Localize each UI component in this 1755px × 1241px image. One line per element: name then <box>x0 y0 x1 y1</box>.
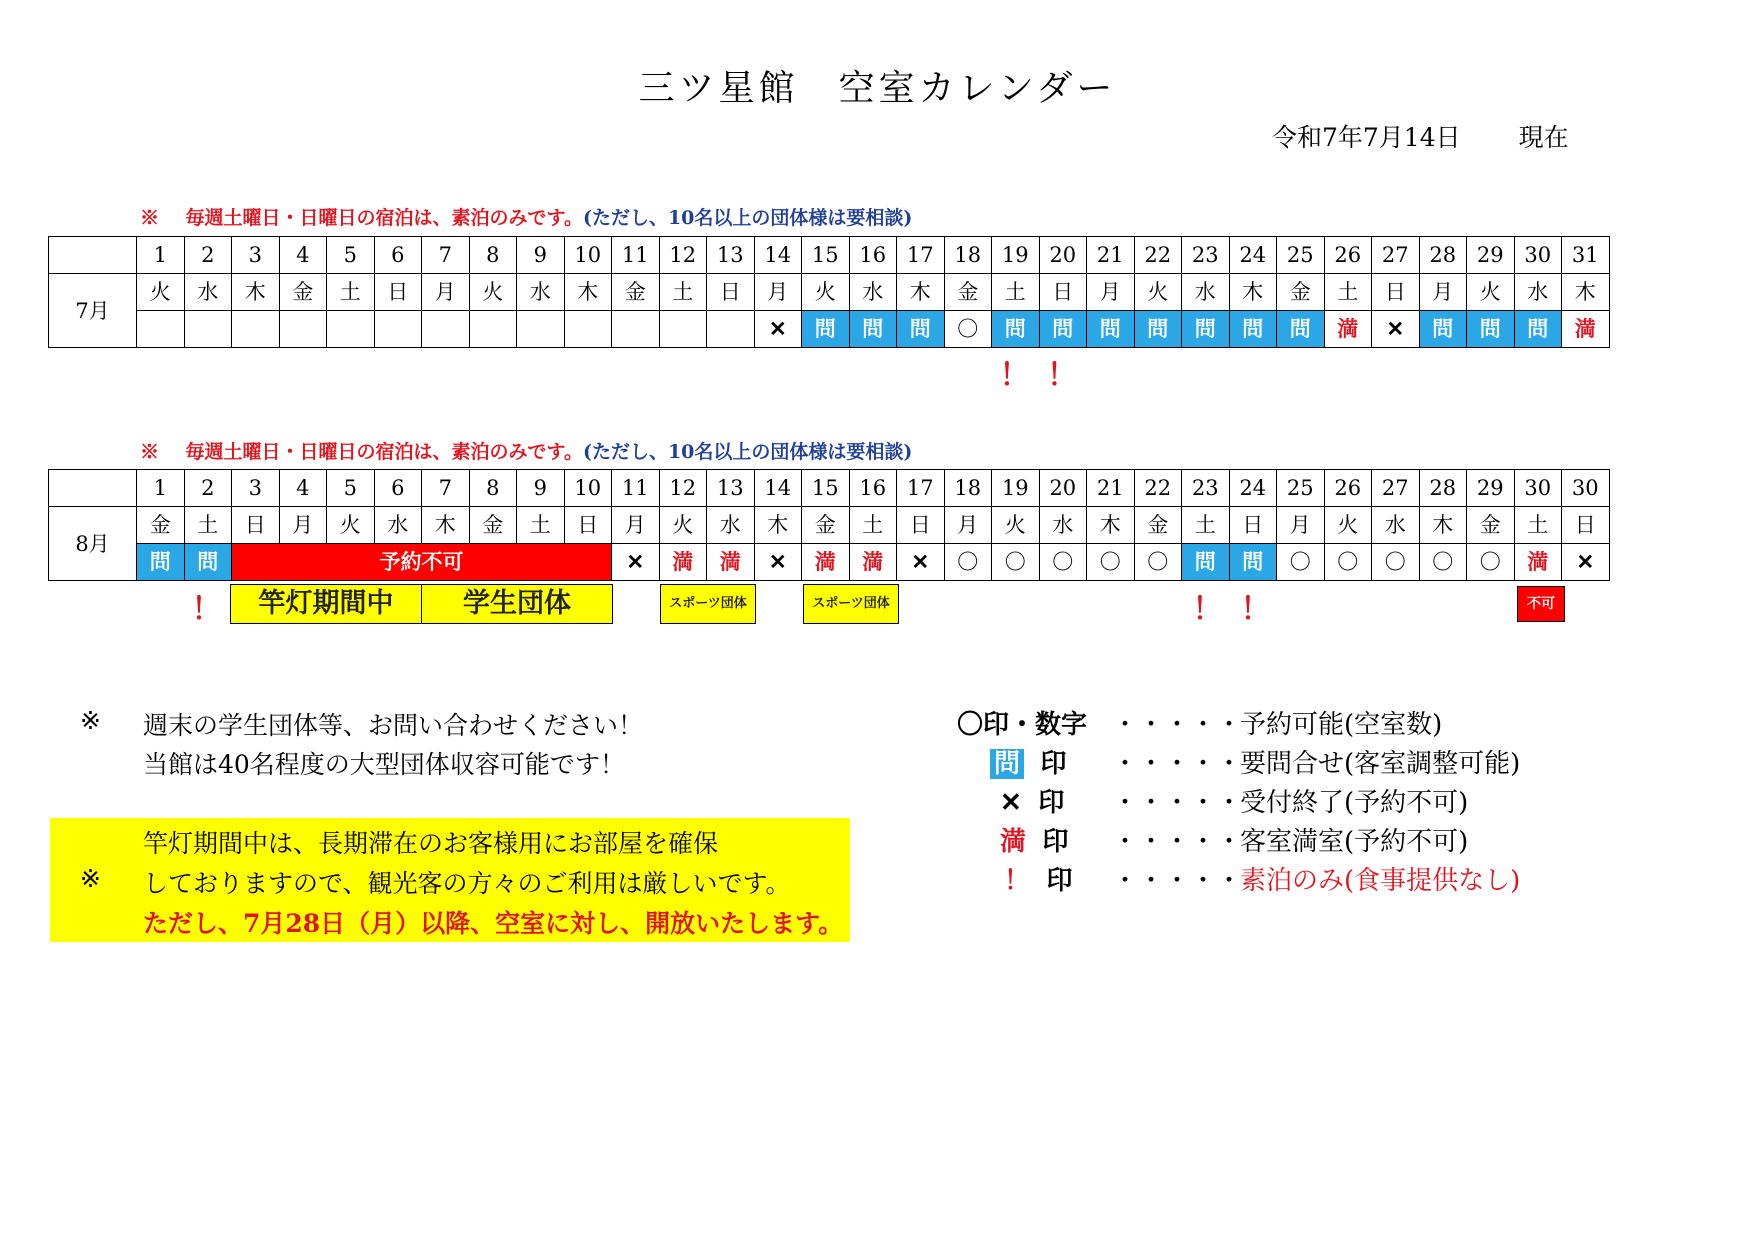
legend-dots: ・・・・・ <box>1112 866 1243 896</box>
day-cell: 27 <box>1372 470 1420 507</box>
status-cell: ✕ <box>612 544 660 581</box>
day-cell: 20 <box>1039 237 1087 274</box>
alert-july-19: ！ <box>999 358 1030 393</box>
legend-full <box>1000 821 1069 858</box>
weekday-cell: 金 <box>279 274 327 311</box>
weekday-cell: 水 <box>374 507 422 544</box>
legend-dots: ・・・・・ <box>1112 710 1243 740</box>
status-cell: 問 <box>1229 544 1277 581</box>
day-cell: 6 <box>374 470 422 507</box>
weekday-cell: 木 <box>1562 274 1610 311</box>
day-cell: 4 <box>279 237 327 274</box>
weekday-cell: 日 <box>374 274 422 311</box>
day-cell: 31 <box>1562 237 1610 274</box>
weekday-cell: 火 <box>1324 507 1372 544</box>
weekday-cell: 月 <box>1087 274 1135 311</box>
weekday-cell: 金 <box>137 507 185 544</box>
weekday-cell: 土 <box>184 507 232 544</box>
weekday-cell: 水 <box>517 274 565 311</box>
weekday-cell: 金 <box>1277 274 1325 311</box>
status-cell: 問 <box>1277 311 1325 348</box>
status-cell: ✕ <box>1562 544 1610 581</box>
weekday-cell: 日 <box>564 507 612 544</box>
weekday-cell: 木 <box>1419 507 1467 544</box>
weekday-cell: 火 <box>659 507 707 544</box>
day-cell: 19 <box>992 237 1040 274</box>
weekday-cell: 木 <box>1087 507 1135 544</box>
weekday-cell: 金 <box>469 507 517 544</box>
day-cell: 29 <box>1467 237 1515 274</box>
status-cell: 〇 <box>992 544 1040 581</box>
legend-suffix: 印 <box>1038 788 1065 818</box>
status-cell <box>327 311 375 348</box>
status-cell <box>517 311 565 348</box>
weekday-cell: 木 <box>564 274 612 311</box>
day-cell: 25 <box>1277 237 1325 274</box>
status-cell <box>374 311 422 348</box>
alert-july-20: ！ <box>1047 358 1077 393</box>
day-cell: 3 <box>232 470 280 507</box>
status-cell <box>279 311 327 348</box>
weekday-cell: 土 <box>849 507 897 544</box>
day-cell: 30 <box>1562 470 1610 507</box>
corner-cell <box>49 237 137 274</box>
weekday-cell: 木 <box>1229 274 1277 311</box>
weekday-cell: 水 <box>184 274 232 311</box>
weekday-cell: 日 <box>232 507 280 544</box>
status-cell: 満 <box>1324 311 1372 348</box>
day-cell: 7 <box>422 470 470 507</box>
legend-suffix: 印 <box>1042 827 1069 857</box>
status-cell: 問 <box>849 311 897 348</box>
day-cell: 9 <box>517 237 565 274</box>
label-sports-group-1: スポーツ団体 <box>660 584 756 624</box>
day-cell: 5 <box>327 237 375 274</box>
status-cell: 問 <box>897 311 945 348</box>
legend-dots: ・・・・・ <box>1112 749 1243 779</box>
day-cell: 13 <box>707 470 755 507</box>
status-cell: 問 <box>1467 311 1515 348</box>
status-cell: 〇 <box>1039 544 1087 581</box>
status-cell: 〇 <box>1277 544 1325 581</box>
weekday-cell: 火 <box>1467 274 1515 311</box>
day-cell: 23 <box>1182 237 1230 274</box>
day-cell: 27 <box>1372 237 1420 274</box>
weekday-cell: 月 <box>612 507 660 544</box>
weekend-note-july <box>140 203 912 230</box>
status-cell: 問 <box>1087 311 1135 348</box>
status-cell: 〇 <box>1134 544 1182 581</box>
note-mark: ※ <box>140 441 160 463</box>
day-cell: 3 <box>232 237 280 274</box>
weekday-cell: 水 <box>849 274 897 311</box>
day-cell: 26 <box>1324 237 1372 274</box>
note-red-text: 毎週土曜日・日曜日の宿泊は、素泊のみです。 <box>185 207 583 229</box>
day-cell: 9 <box>517 470 565 507</box>
day-cell: 12 <box>659 470 707 507</box>
day-cell: 11 <box>612 470 660 507</box>
day-cell: 1 <box>137 470 185 507</box>
day-cell: 16 <box>849 470 897 507</box>
status-cell: 〇 <box>1087 544 1135 581</box>
day-cell: 25 <box>1277 470 1325 507</box>
day-cell: 26 <box>1324 470 1372 507</box>
status-cell: 満 <box>1514 544 1562 581</box>
legend-desc: 受付終了(予約不可) <box>1240 788 1469 818</box>
status-cell: 問 <box>1039 311 1087 348</box>
day-cell: 17 <box>897 237 945 274</box>
day-cell: 2 <box>184 470 232 507</box>
weekday-cell: 火 <box>327 507 375 544</box>
weekday-cell: 土 <box>517 507 565 544</box>
day-cell: 16 <box>849 237 897 274</box>
day-cell: 5 <box>327 470 375 507</box>
info-line-2: 当館は40名程度の大型団体収容可能です！ <box>143 750 625 779</box>
day-cell: 18 <box>944 237 992 274</box>
weekday-cell: 水 <box>707 507 755 544</box>
weekday-cell: 土 <box>659 274 707 311</box>
weekday-cell: 木 <box>232 274 280 311</box>
day-cell: 20 <box>1039 470 1087 507</box>
day-cell: 21 <box>1087 237 1135 274</box>
day-cell: 12 <box>659 237 707 274</box>
status-cell: 問 <box>1514 311 1562 348</box>
status-cell <box>469 311 517 348</box>
day-cell: 22 <box>1134 470 1182 507</box>
day-cell: 8 <box>469 470 517 507</box>
note-red-text: 毎週土曜日・日曜日の宿泊は、素泊のみです。 <box>185 441 583 463</box>
legend-available <box>957 704 1087 741</box>
status-cell: 〇 <box>1467 544 1515 581</box>
day-cell: 10 <box>564 470 612 507</box>
weekday-cell: 日 <box>707 274 755 311</box>
day-cell: 7 <box>422 237 470 274</box>
weekday-cell: 土 <box>327 274 375 311</box>
status-cell <box>422 311 470 348</box>
status-cell: 〇 <box>944 311 992 348</box>
weekday-cell: 月 <box>422 274 470 311</box>
weekday-cell: 金 <box>802 507 850 544</box>
label-kanto-period: 竿灯期間中 <box>230 584 422 624</box>
status-cell: 〇 <box>1324 544 1372 581</box>
day-cell: 28 <box>1419 237 1467 274</box>
weekday-cell: 金 <box>612 274 660 311</box>
info-mark: ※ <box>80 706 101 735</box>
legend-symbol: 問 <box>990 749 1024 779</box>
month-label: 8月 <box>49 507 137 581</box>
weekday-cell: 日 <box>1372 274 1420 311</box>
status-cell: 満 <box>659 544 707 581</box>
legend-symbol: ！ <box>1004 866 1031 896</box>
weekday-cell: 月 <box>279 507 327 544</box>
kanto-notice-line-1: 竿灯期間中は、長期滞在のお客様用にお部屋を確保 <box>143 829 719 858</box>
day-cell: 18 <box>944 470 992 507</box>
weekday-cell: 木 <box>754 507 802 544</box>
day-cell: 4 <box>279 470 327 507</box>
status-cell: ✕ <box>1372 311 1420 348</box>
weekday-cell: 火 <box>992 507 1040 544</box>
legend-desc: 予約可能(空室数) <box>1240 710 1443 740</box>
status-cell <box>137 311 185 348</box>
day-cell: 13 <box>707 237 755 274</box>
status-cell: 問 <box>184 544 232 581</box>
weekday-cell: 火 <box>802 274 850 311</box>
weekday-cell: 土 <box>1324 274 1372 311</box>
legend-suffix: 印 <box>1040 749 1067 779</box>
weekend-note-august <box>140 437 912 464</box>
weekday-cell: 金 <box>1134 507 1182 544</box>
weekday-cell: 水 <box>1514 274 1562 311</box>
weekday-cell: 金 <box>1467 507 1515 544</box>
status-cell: 問 <box>992 311 1040 348</box>
weekday-cell: 水 <box>1182 274 1230 311</box>
status-cell: 問 <box>1419 311 1467 348</box>
weekday-cell: 日 <box>897 507 945 544</box>
weekday-cell: 水 <box>1039 507 1087 544</box>
legend-desc: 素泊のみ(食事提供なし) <box>1240 866 1521 896</box>
kanto-notice-line-3: ただし、7月28日（月）以降、空室に対し、開放いたします。 <box>143 909 844 938</box>
weekday-cell: 月 <box>754 274 802 311</box>
day-cell: 6 <box>374 237 422 274</box>
legend-symbol: ✕ <box>1000 788 1022 818</box>
status-cell: 問 <box>802 311 850 348</box>
status-cell <box>612 311 660 348</box>
status-cell <box>232 311 280 348</box>
day-cell: 30 <box>1514 470 1562 507</box>
day-cell: 30 <box>1514 237 1562 274</box>
weekday-cell: 土 <box>1514 507 1562 544</box>
legend-desc: 要問合せ(客室調整可能) <box>1240 749 1521 779</box>
status-cell: ✕ <box>754 544 802 581</box>
alert-aug-2: ！ <box>191 592 222 627</box>
status-cell: 満 <box>802 544 850 581</box>
day-cell: 29 <box>1467 470 1515 507</box>
status-cell: ✕ <box>897 544 945 581</box>
month-label: 7月 <box>49 274 137 348</box>
legend-symbol: 〇印・数字 <box>957 710 1088 740</box>
day-cell: 24 <box>1229 237 1277 274</box>
weekday-cell: 火 <box>1134 274 1182 311</box>
weekday-cell: 土 <box>992 274 1040 311</box>
weekday-cell: 日 <box>1562 507 1610 544</box>
day-cell: 22 <box>1134 237 1182 274</box>
status-cell: 満 <box>849 544 897 581</box>
status-cell <box>707 311 755 348</box>
status-cell: 満 <box>1562 311 1610 348</box>
weekday-cell: 土 <box>1182 507 1230 544</box>
status-cell: 問 <box>1229 311 1277 348</box>
corner-cell <box>49 470 137 507</box>
legend-dots: ・・・・・ <box>1112 788 1243 818</box>
legend-room-only <box>1004 860 1073 897</box>
status-cell: 問 <box>1182 311 1230 348</box>
status-cell <box>184 311 232 348</box>
day-cell: 15 <box>802 470 850 507</box>
status-cell: 問 <box>137 544 185 581</box>
day-cell: 24 <box>1229 470 1277 507</box>
weekday-cell: 月 <box>944 507 992 544</box>
day-cell: 23 <box>1182 470 1230 507</box>
legend-desc: 客室満室(予約不可) <box>1240 827 1469 857</box>
day-cell: 17 <box>897 470 945 507</box>
legend-dots: ・・・・・ <box>1112 827 1243 857</box>
label-unavailable: 不可 <box>1517 586 1565 622</box>
day-cell: 2 <box>184 237 232 274</box>
day-cell: 8 <box>469 237 517 274</box>
day-cell: 11 <box>612 237 660 274</box>
day-cell: 14 <box>754 470 802 507</box>
july-calendar <box>48 236 1610 348</box>
note-mark: ※ <box>140 207 160 229</box>
note-blue-text: (ただし、10名以上の団体様は要相談) <box>582 441 913 463</box>
weekday-cell: 金 <box>944 274 992 311</box>
weekday-cell: 月 <box>1277 507 1325 544</box>
day-cell: 1 <box>137 237 185 274</box>
status-cell: ✕ <box>754 311 802 348</box>
day-cell: 15 <box>802 237 850 274</box>
weekday-cell: 月 <box>1419 274 1467 311</box>
alert-aug-23: ！ <box>1192 592 1223 627</box>
day-cell: 21 <box>1087 470 1135 507</box>
weekday-cell: 日 <box>1229 507 1277 544</box>
page-title: 三ツ星館 空室カレンダー <box>638 68 1117 109</box>
alert-aug-24: ！ <box>1240 592 1271 627</box>
legend-suffix: 印 <box>1046 866 1073 896</box>
legend-closed <box>1000 782 1064 819</box>
august-calendar <box>48 469 1610 581</box>
weekday-cell: 木 <box>422 507 470 544</box>
label-student-group: 学生団体 <box>421 584 613 624</box>
status-cell <box>659 311 707 348</box>
weekday-cell: 木 <box>897 274 945 311</box>
status-cell: 問 <box>1134 311 1182 348</box>
day-cell: 14 <box>754 237 802 274</box>
as-of-date: 令和7年7月14日 現在 <box>1272 123 1569 152</box>
kanto-notice-mark: ※ <box>80 864 101 893</box>
day-cell: 28 <box>1419 470 1467 507</box>
status-cell: 〇 <box>1419 544 1467 581</box>
note-blue-text: (ただし、10名以上の団体様は要相談) <box>582 207 913 229</box>
weekday-cell: 日 <box>1039 274 1087 311</box>
legend-symbol: 満 <box>1000 827 1027 857</box>
info-line-1: 週末の学生団体等、お問い合わせください！ <box>143 711 644 740</box>
kanto-notice-line-2: しておりますので、観光客の方々のご利用は厳しいです。 <box>143 869 791 898</box>
status-cell: 問 <box>1182 544 1230 581</box>
day-cell: 19 <box>992 470 1040 507</box>
status-cell <box>564 311 612 348</box>
weekday-cell: 水 <box>1372 507 1420 544</box>
day-cell: 10 <box>564 237 612 274</box>
status-cell: 満 <box>707 544 755 581</box>
weekday-cell: 火 <box>469 274 517 311</box>
label-sports-group-2: スポーツ団体 <box>803 584 899 624</box>
legend-ask <box>990 743 1067 780</box>
status-cell: 〇 <box>944 544 992 581</box>
status-cell: 〇 <box>1372 544 1420 581</box>
weekday-cell: 火 <box>137 274 185 311</box>
blocked-cell: 予約不可 <box>232 544 612 581</box>
